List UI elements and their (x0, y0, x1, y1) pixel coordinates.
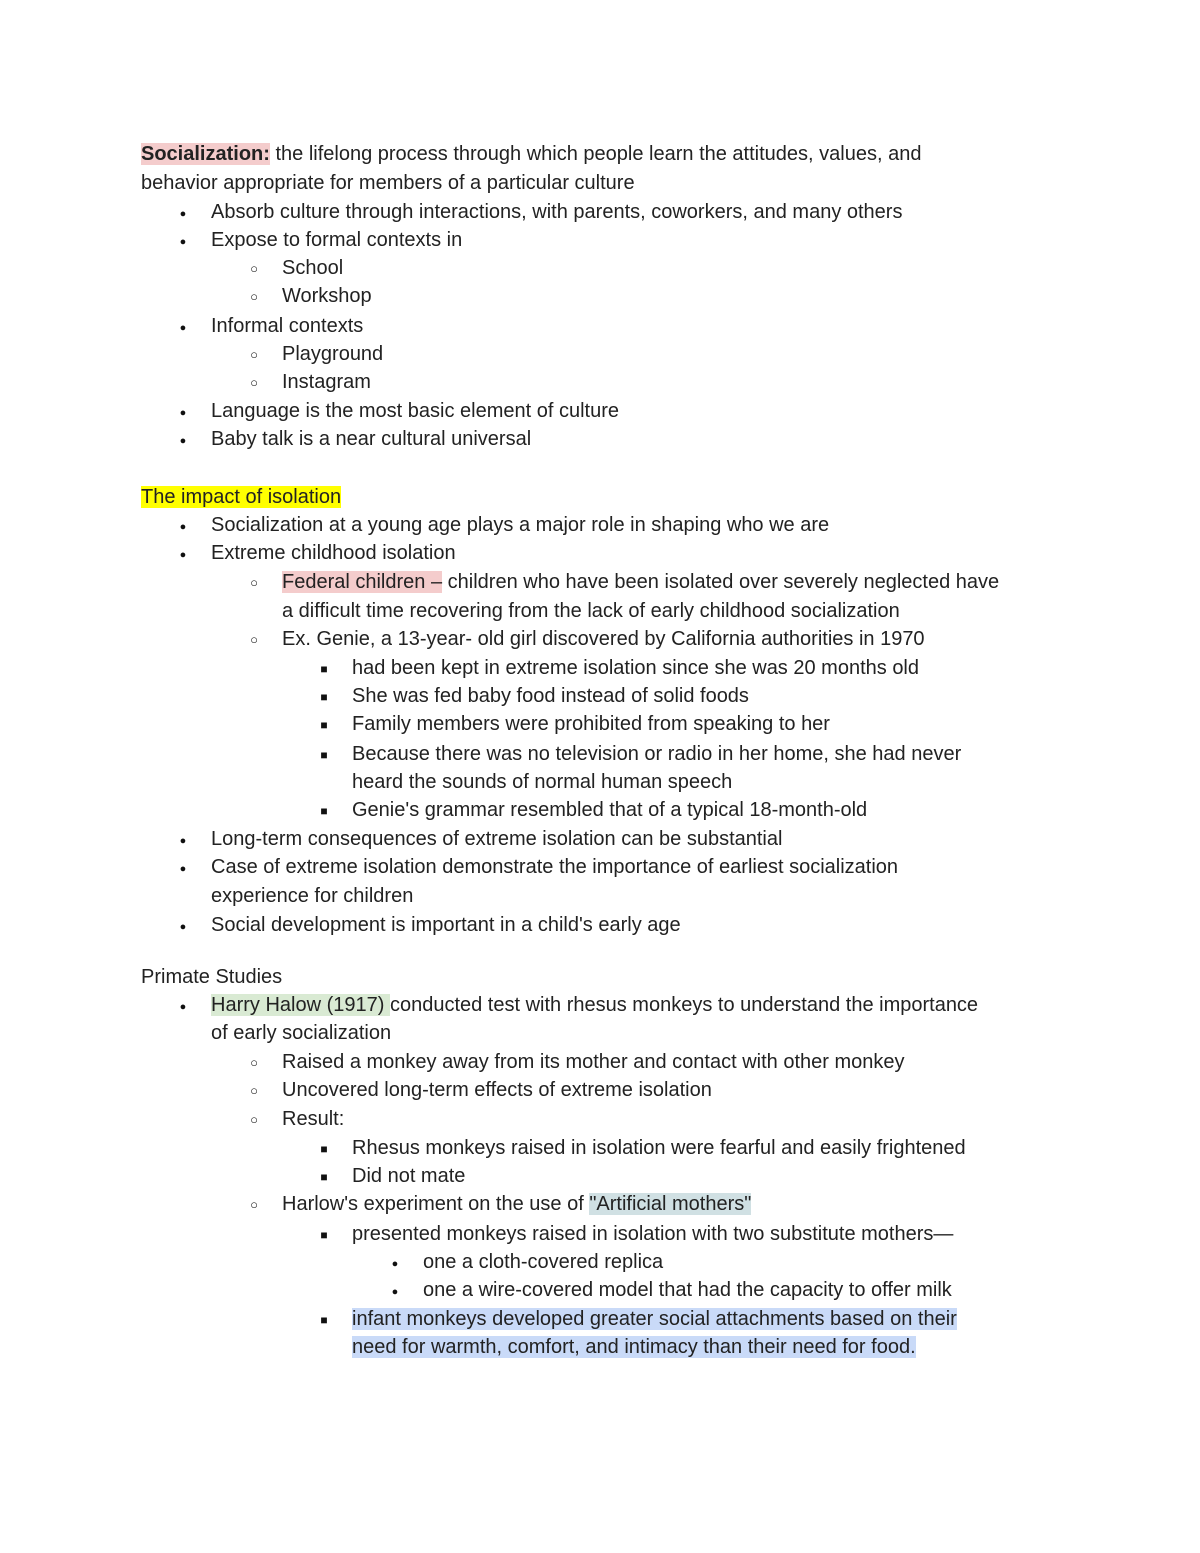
circle-bullet-icon (247, 568, 261, 597)
list-item: Instagram (282, 371, 371, 393)
square-bullet-icon (317, 740, 331, 769)
square-bullet-icon (317, 1220, 331, 1249)
circle-bullet-icon (247, 1076, 261, 1105)
list-item (282, 1190, 751, 1218)
list-item-continuation: a difficult time recovering from the lack of early childhood socialization (282, 600, 900, 622)
list-item: Socialization at a young age plays a major role in shaping who we are (211, 514, 830, 536)
circle-bullet-icon (247, 625, 261, 654)
isolation-heading: The impact of isolation (141, 486, 342, 508)
list-item: Social development is important in a child's early age (211, 914, 681, 936)
bullet-icon (388, 1248, 402, 1278)
bullet-icon (176, 911, 190, 941)
bullet-icon (176, 511, 190, 541)
federal-children-text: children who have been isolated over severely neglected have (442, 571, 1000, 593)
bullet-icon (176, 425, 190, 455)
definition-text: the lifelong process through which people learn the attitudes, values, and (269, 143, 922, 165)
circle-bullet-icon (247, 1190, 261, 1219)
list-item: Baby talk is a near cultural universal (211, 428, 532, 450)
list-item: Rhesus monkeys raised in isolation were fearful and easily frightened (352, 1137, 966, 1159)
list-item: Case of extreme isolation demonstrate the importance of earliest socialization (211, 856, 899, 878)
bullet-icon (176, 198, 190, 228)
list-item: Language is the most basic element of culture (211, 400, 620, 422)
list-item: Uncovered long-term effects of extreme isolation (282, 1079, 712, 1101)
conclusion-text: need for warmth, comfort, and intimacy than their need for food. (352, 1336, 916, 1358)
primate-studies-heading: Primate Studies (141, 966, 283, 988)
list-item: Genie's grammar resembled that of a typical 18-month-old (352, 799, 868, 821)
definition-continuation: behavior appropriate for members of a particular culture (141, 172, 635, 194)
list-item: Playground (282, 343, 384, 365)
list-item-continuation (352, 1333, 916, 1361)
list-item: one a wire-covered model that had the capacity to offer milk (423, 1279, 952, 1301)
list-item: Family members were prohibited from speaking to her (352, 713, 830, 735)
socialization-definition (141, 140, 921, 168)
bullet-icon (176, 539, 190, 569)
section-heading (141, 483, 341, 511)
bullet-icon (176, 312, 190, 342)
circle-bullet-icon (247, 340, 261, 369)
list-item: Long-term consequences of extreme isolation can be substantial (211, 828, 783, 850)
list-item (211, 991, 978, 1019)
list-item: Workshop (282, 285, 372, 307)
list-item: Result: (282, 1108, 345, 1130)
bullet-icon (176, 991, 190, 1021)
list-item-continuation: heard the sounds of normal human speech (352, 771, 733, 793)
square-bullet-icon (317, 796, 331, 825)
circle-bullet-icon (247, 368, 261, 397)
federal-children-term: Federal children – (282, 571, 443, 593)
list-item-continuation: of early socialization (211, 1022, 392, 1044)
circle-bullet-icon (247, 282, 261, 311)
circle-bullet-icon (247, 1048, 261, 1077)
list-item: Informal contexts (211, 315, 364, 337)
list-item: Did not mate (352, 1165, 466, 1187)
artificial-mothers-term: "Artificial mothers" (589, 1193, 752, 1215)
list-item: Absorb culture through interactions, with parents, coworkers, and many others (211, 201, 903, 223)
bullet-icon (176, 825, 190, 855)
square-bullet-icon (317, 1134, 331, 1163)
circle-bullet-icon (247, 1105, 261, 1134)
list-item: Because there was no television or radio in her home, she had never (352, 743, 962, 765)
bullet-icon (176, 226, 190, 256)
bullet-icon (388, 1276, 402, 1306)
list-item: had been kept in extreme isolation since she was 20 months old (352, 657, 920, 679)
halow-text: conducted test with rhesus monkeys to understand the importance (389, 994, 979, 1016)
bullet-icon (176, 397, 190, 427)
square-bullet-icon (317, 710, 331, 739)
bullet-icon (176, 853, 190, 883)
socialization-term: Socialization: (141, 143, 270, 165)
list-item: Raised a monkey away from its mother and contact with other monkey (282, 1051, 905, 1073)
harry-halow-name: Harry Halow (1917) (211, 994, 390, 1016)
list-item: presented monkeys raised in isolation with two substitute mothers— (352, 1223, 954, 1245)
list-item: Extreme childhood isolation (211, 542, 456, 564)
list-item-continuation: experience for children (211, 885, 414, 907)
square-bullet-icon (317, 682, 331, 711)
list-item: one a cloth-covered replica (423, 1251, 664, 1273)
square-bullet-icon (317, 1305, 331, 1334)
conclusion-text: infant monkeys developed greater social attachments based on their (352, 1308, 957, 1330)
circle-bullet-icon (247, 254, 261, 283)
harlow-text: Harlow's experiment on the use of (282, 1193, 590, 1215)
square-bullet-icon (317, 654, 331, 683)
list-item (352, 1305, 957, 1333)
list-item: School (282, 257, 344, 279)
list-item: Ex. Genie, a 13-year- old girl discovered by California authorities in 1970 (282, 628, 925, 650)
list-item: Expose to formal contexts in (211, 229, 463, 251)
list-item: She was fed baby food instead of solid foods (352, 685, 749, 707)
list-item (282, 568, 999, 596)
square-bullet-icon (317, 1162, 331, 1191)
